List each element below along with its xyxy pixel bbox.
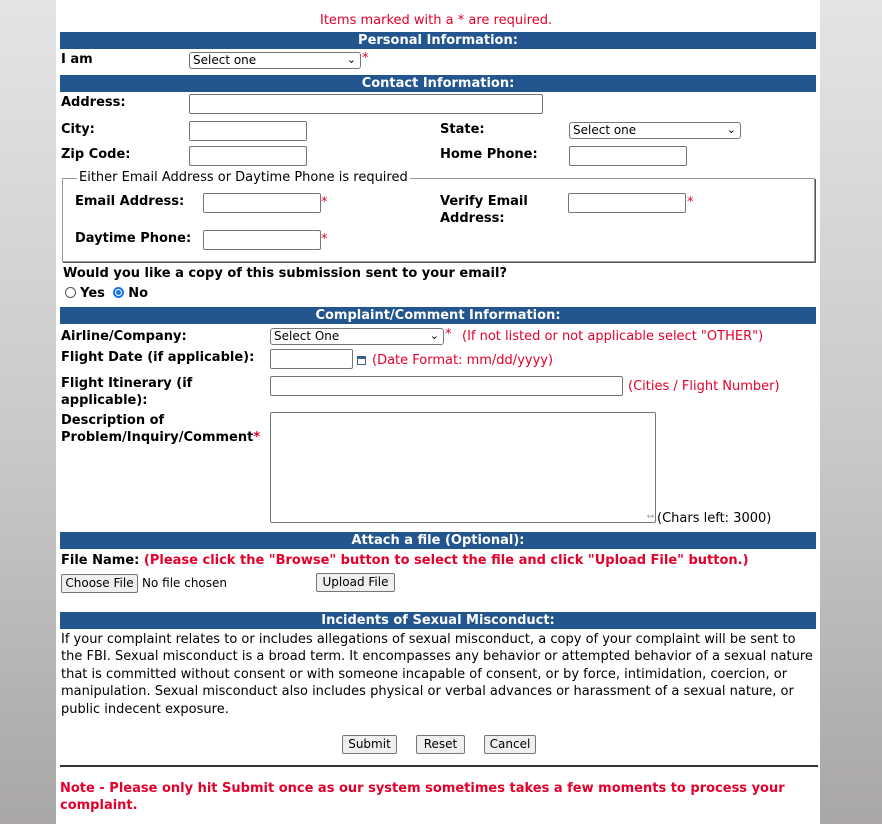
section-personal-information: Personal Information:: [60, 32, 816, 49]
required-star: *: [321, 195, 328, 210]
upload-file-button[interactable]: Upload File: [316, 573, 395, 592]
calendar-icon[interactable]: [357, 354, 366, 369]
copy-no-label: No: [128, 286, 149, 301]
description-label-1: Description of: [61, 413, 165, 428]
city-label: City:: [61, 122, 95, 137]
divider: [60, 765, 818, 767]
copy-no-radio[interactable]: [113, 287, 124, 298]
email-or-phone-legend: Either Email Address or Daytime Phone is required: [79, 170, 408, 185]
file-name-label: File Name:: [61, 553, 140, 568]
daytime-phone-input[interactable]: [203, 230, 321, 250]
iam-label: I am: [61, 52, 93, 67]
submit-button[interactable]: Submit: [342, 735, 397, 754]
city-input[interactable]: [189, 121, 307, 141]
zip-label: Zip Code:: [61, 147, 131, 162]
description-label-text: Problem/Inquiry/Comment: [61, 430, 254, 445]
copy-question: Would you like a copy of this submission sent to your email?: [63, 266, 507, 281]
description-label-2: [61, 430, 260, 445]
resize-handle-icon[interactable]: ⇿: [646, 512, 654, 522]
footer-note: Note - Please only hit Submit once as our system sometimes takes a few moments to process your complaint.: [60, 781, 785, 813]
email-label: Email Address:: [75, 194, 185, 209]
flight-date-input[interactable]: [270, 349, 353, 369]
section-sexual-misconduct: Incidents of Sexual Misconduct:: [60, 612, 816, 629]
airline-select[interactable]: [270, 328, 444, 345]
email-or-phone-group: [62, 170, 815, 262]
airline-select-value: Select One: [274, 329, 340, 343]
flight-date-label: Flight Date (if applicable):: [61, 350, 255, 365]
section-complaint-information: Complaint/Comment Information:: [60, 307, 816, 324]
daytime-phone-label: Daytime Phone:: [75, 231, 192, 246]
iam-select[interactable]: [189, 52, 361, 69]
section-contact-information: Contact Information:: [60, 75, 816, 92]
choose-file-button[interactable]: Choose File: [61, 574, 138, 593]
description-textarea[interactable]: [270, 412, 656, 523]
file-name-row: [61, 553, 749, 568]
chevron-down-icon: ⌄: [726, 123, 736, 136]
section-attach-file: Attach a file (Optional):: [60, 532, 816, 549]
state-label: State:: [440, 122, 485, 137]
state-select[interactable]: [569, 122, 741, 139]
verify-email-input[interactable]: [568, 193, 686, 213]
cancel-button[interactable]: Cancel: [484, 735, 536, 754]
copy-yes-radio[interactable]: [65, 287, 76, 298]
airline-hint: (If not listed or not applicable select "OTHER"): [462, 329, 764, 344]
address-label: Address:: [61, 95, 126, 110]
required-star: *: [321, 232, 328, 247]
itinerary-input[interactable]: [270, 376, 623, 396]
email-input[interactable]: [203, 193, 321, 213]
airline-label: Airline/Company:: [61, 329, 187, 344]
chevron-down-icon: ⌄: [429, 329, 439, 342]
misconduct-paragraph: If your complaint relates to or includes allegations of sexual misconduct, a copy of your complaint will be sent to the FBI. Sexual misconduct is a broad term. It encompasses any behavior or attempted behavior of a sexual nature that is committed without consent or with someone incapable of consent, or by force, intimidation, coercion, or manipulation. Sexual misconduct also includes physical or verbal advances or harassment of a sexual nature, or public indecent exposure.: [61, 632, 813, 717]
itinerary-label-2: applicable):: [61, 393, 148, 408]
home-phone-label: Home Phone:: [440, 147, 538, 162]
iam-select-value: Select one: [193, 53, 257, 67]
date-format-hint: (Date Format: mm/dd/yyyy): [372, 353, 554, 368]
required-star: *: [445, 327, 452, 342]
verify-email-label-2: Address:: [440, 211, 505, 226]
required-star: *: [362, 51, 369, 66]
home-phone-input[interactable]: [569, 146, 687, 166]
itinerary-hint: (Cities / Flight Number): [628, 379, 780, 394]
no-file-chosen: No file chosen: [142, 576, 228, 590]
required-note: Items marked with a * are required.: [320, 13, 553, 28]
state-select-value: Select one: [573, 123, 637, 137]
reset-button[interactable]: Reset: [416, 735, 465, 754]
zip-input[interactable]: [189, 146, 307, 166]
verify-email-label-1: Verify Email: [440, 194, 528, 209]
upload-instructions: (Please click the "Browse" button to select the file and click "Upload File" button.): [143, 553, 749, 568]
required-star: *: [253, 430, 261, 445]
chars-left: (Chars left: 3000): [657, 511, 772, 526]
itinerary-label-1: Flight Itinerary (if: [61, 376, 193, 391]
chevron-down-icon: ⌄: [346, 53, 356, 66]
address-input[interactable]: [189, 94, 543, 114]
required-star: *: [687, 195, 694, 210]
copy-yes-label: Yes: [80, 286, 105, 301]
complaint-form: [56, 0, 820, 824]
copy-radio-group: [65, 286, 148, 301]
